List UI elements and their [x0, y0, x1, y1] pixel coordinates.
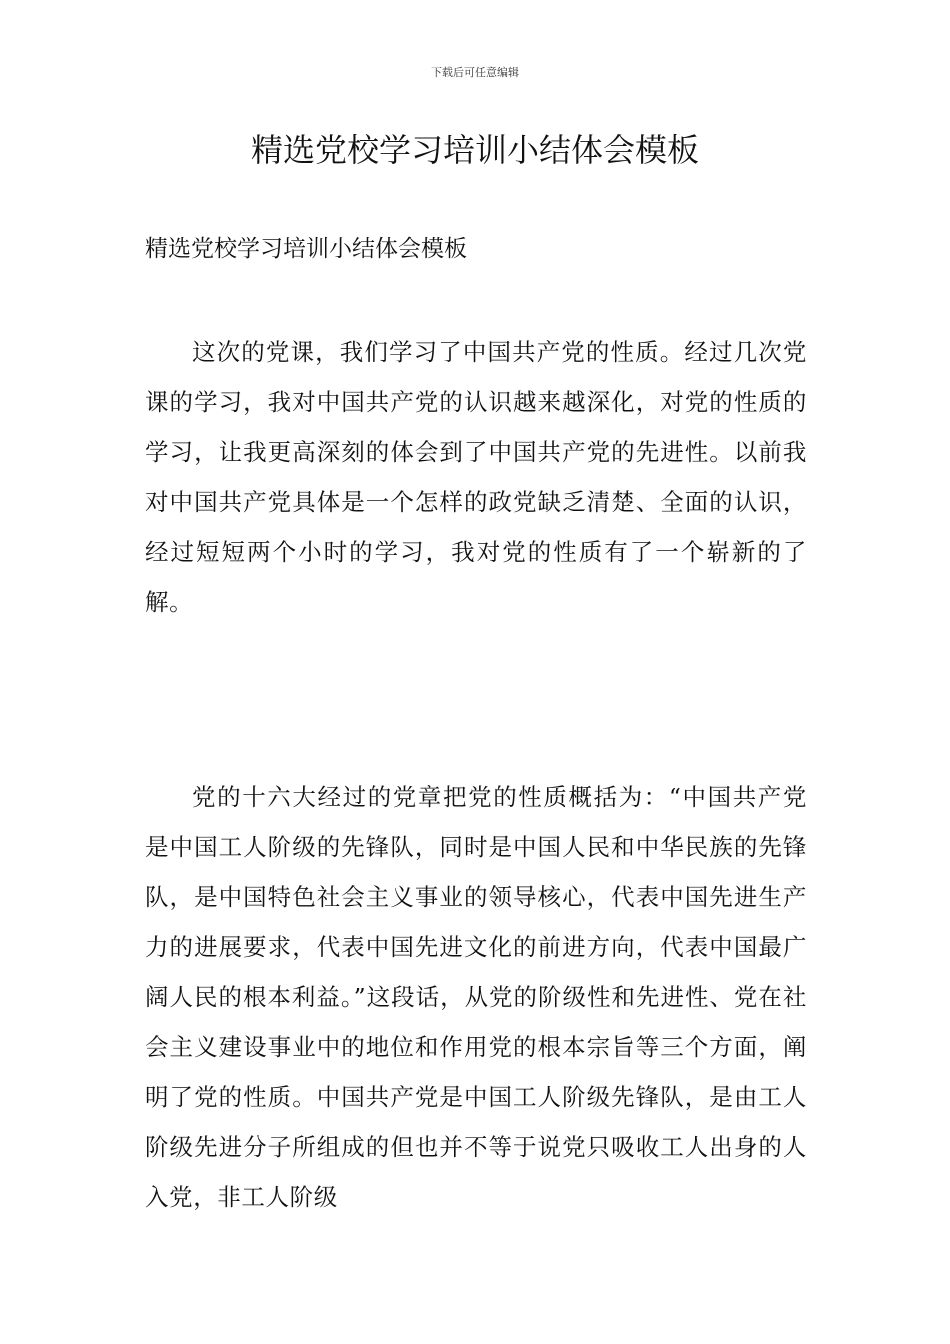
- document-subtitle: 精选党校学习培训小结体会模板: [145, 236, 467, 262]
- paragraph: 党的十六大经过的党章把党的性质概括为：“中国共产党是中国工人阶级的先锋队，同时是中国人民和中华民族的先锋队，是中国特色社会主义事业的领导核心，代表中国先进生产力的进展要求，代表中国先进文化的前进方向，代表中国最广阔人民的根本利益。”这段话，从党的阶级性和先进性、党在社会主义建设事业中的地位和作用党的根本宗旨等三个方面，阐明了党的性质。中国共产党是中国工人阶级先锋队，是由工人阶级先进分子所组成的但也并不等于说党只吸收工人出身的人入党，非工人阶级: [145, 783, 807, 1211]
- document-title: 精选党校学习培训小结体会模板: [250, 131, 699, 169]
- header-note: 下载后可任意编辑: [431, 66, 519, 79]
- paragraph: 这次的党课，我们学习了中国共产党的性质。经过几次党课的学习，我对中国共产党的认识越来越深化，对党的性质的学习，让我更高深刻的体会到了中国共产党的先进性。以前我对中国共产党具体是一个怎样的政党缺乏清楚、全面的认识，经过短短两个小时的学习，我对党的性质有了一个崭新的了解。: [145, 338, 807, 616]
